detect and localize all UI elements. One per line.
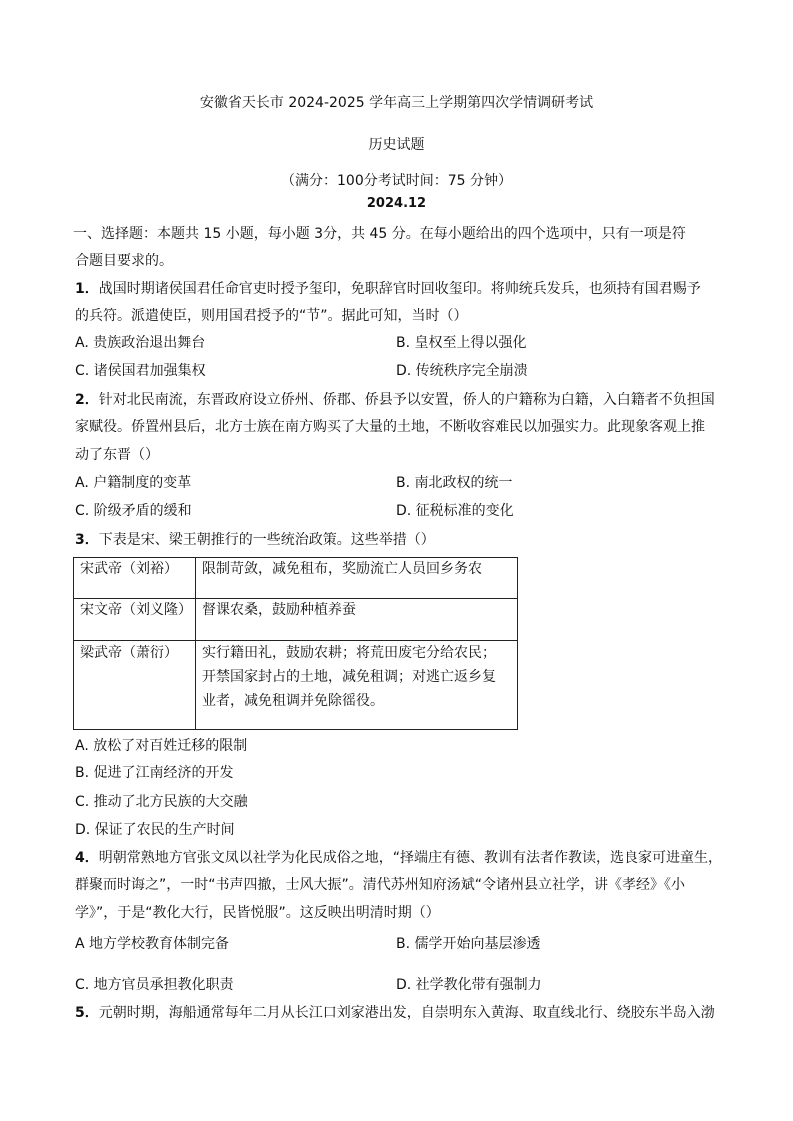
question-3-number: 3． <box>75 532 99 548</box>
question-3-option-a[interactable]: A. 放松了对百姓迁移的限制 <box>75 738 248 754</box>
question-1-number: 1． <box>75 281 99 297</box>
question-3-option-b[interactable]: B. 促进了江南经济的开发 <box>75 765 234 781</box>
policy-line: 开禁国家封占的土地，减免租调；对逃亡返乡复 <box>202 669 496 685</box>
question-2-option-d[interactable]: D. 征税标准的变化 <box>396 503 514 519</box>
question-5-number: 5． <box>75 1005 99 1021</box>
question-1-line1: 1．战国时期诸侯国君任命官吏时授予玺印，免职辞官时回收玺印。将帅统兵发兵，也须持有国君赐予 <box>75 281 701 297</box>
policy-table <box>73 557 518 730</box>
question-1-option-a[interactable]: A. 贵族政治退出舞台 <box>75 335 206 351</box>
question-2-line2: 家赋役。侨置州县后，北方士族在南方购买了大量的土地，不断收容难民以加强实力。此现象客观上推 <box>75 419 705 435</box>
exam-date: 2024.12 <box>366 196 427 211</box>
policy-line: 业者，减免租调并免除徭役。 <box>202 693 384 709</box>
emperor-cell: 宋文帝（刘义隆） <box>74 599 196 641</box>
section-instruction-line1: 一、选择题：本题共 15 小题，每小题 3分，共 45 分。在每小题给出的四个选项中，只有一项是符 <box>73 226 686 242</box>
section-instruction-line2: 合题目要求的。 <box>75 253 173 269</box>
question-4-line1: 4．明朝常熟地方官张文凤以社学为化民成俗之地，“择端庄有德、教训有法者作教读，选良家可进童生， <box>75 850 723 866</box>
table-row <box>74 599 518 641</box>
question-4-line3: 学》”，于是“教化大行，民皆悦服”。这反映出明清时期（） <box>75 905 440 921</box>
subject-title: 历史试题 <box>368 137 425 153</box>
question-4-option-d[interactable]: D. 社学教化带有强制力 <box>396 977 542 993</box>
question-2-option-b[interactable]: B. 南北政权的统一 <box>396 475 513 491</box>
policy-line: 实行籍田礼，鼓励农耕；将荒田废宅分给农民； <box>202 645 496 661</box>
question-4-option-a[interactable]: A 地方学校教育体制完备 <box>75 936 230 952</box>
table-row <box>74 641 518 730</box>
exam-title: 安徽省天长市 2024-2025 学年高三上学期第四次学情调研考试 <box>199 95 594 111</box>
question-3-option-c[interactable]: C. 推动了北方民族的大交融 <box>75 794 248 810</box>
policy-cell: 限制苛敛，减免租布，奖励流亡人员回乡务农 <box>196 558 518 599</box>
question-4-option-c[interactable]: C. 地方官员承担教化职责 <box>75 977 234 993</box>
emperor-cell: 梁武帝（萧衍） <box>74 641 196 730</box>
question-4-option-b[interactable]: B. 儒学开始向基层渗透 <box>396 936 541 952</box>
emperor-cell: 宋武帝（刘裕） <box>74 558 196 599</box>
question-1-option-b[interactable]: B. 皇权至上得以强化 <box>396 335 527 351</box>
question-2-option-c[interactable]: C. 阶级矛盾的缓和 <box>75 503 192 519</box>
question-3-stem: 3．下表是宋、梁王朝推行的一些统治政策。这些举措（） <box>75 532 435 548</box>
policy-cell <box>196 641 518 730</box>
question-4-number: 4． <box>75 850 99 866</box>
question-2-option-a[interactable]: A. 户籍制度的变革 <box>75 475 192 491</box>
question-3-option-d[interactable]: D. 保证了农民的生产时间 <box>75 822 235 838</box>
table-row <box>74 558 518 599</box>
question-5-line1: 5．元朝时期，海船通常每年二月从长江口刘家港出发，自崇明东入黄海、取直线北行、绕胶东半岛入渤 <box>75 1005 715 1021</box>
question-2-number: 2． <box>75 392 99 408</box>
policy-cell: 督课农桑，鼓励种植养蚕 <box>196 599 518 641</box>
question-1-option-d[interactable]: D. 传统秩序完全崩溃 <box>396 363 528 379</box>
question-4-line2: 群聚而时诲之”，一时“书声四撤，士风大振”。清代苏州知府汤斌“令诸州县立社学，讲《孝经》《小 <box>75 877 686 893</box>
question-1-option-c[interactable]: C. 诸侯国君加强集权 <box>75 363 206 379</box>
question-2-line3: 动了东晋（） <box>75 447 159 463</box>
question-2-line1: 2．针对北民南流，东晋政府设立侨州、侨郡、侨县予以安置，侨人的户籍称为白籍，入白籍者不负担国 <box>75 392 715 408</box>
question-1-line2: 的兵符。派遣使臣，则用国君授予的“节”。据此可知，当时（） <box>75 308 468 324</box>
score-time-info: （满分：100分考试时间：75 分钟） <box>281 173 512 189</box>
